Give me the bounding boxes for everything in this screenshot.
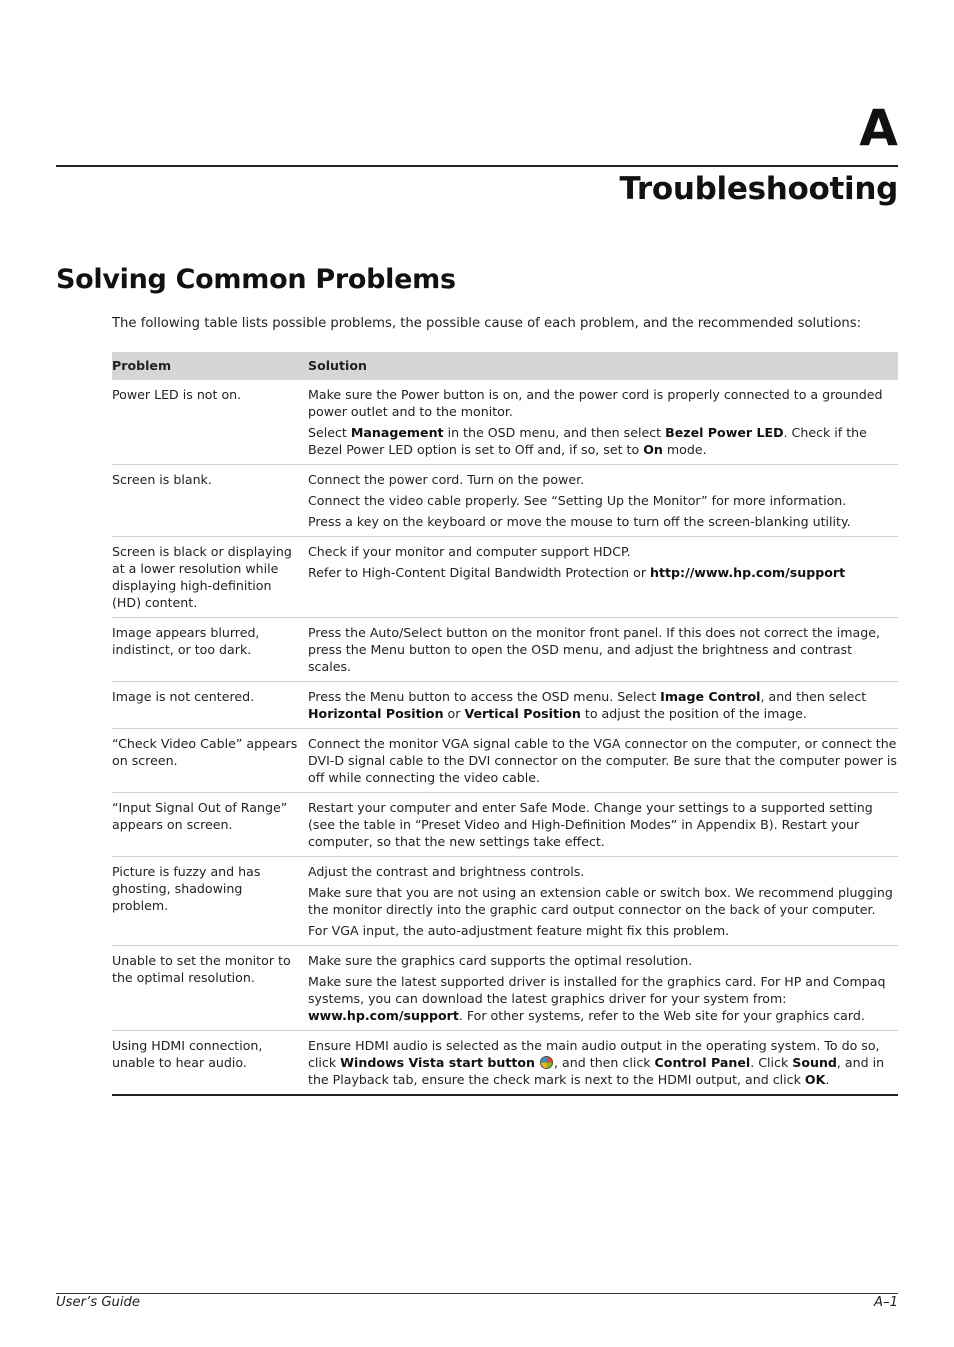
solution-paragraph xyxy=(308,688,898,722)
solution-text: , and in the Playback tab, ensure the check mark is next to the HDMI output, and click xyxy=(308,1055,885,1087)
table-body xyxy=(112,380,898,1095)
solution-paragraph xyxy=(308,922,898,939)
solution-cell xyxy=(308,857,898,946)
emphasis-text: Horizontal Position xyxy=(308,706,444,721)
chapter-letter: A xyxy=(859,99,898,157)
solution-cell xyxy=(308,682,898,729)
emphasis-text: http://www.hp.com/support xyxy=(650,565,846,580)
solution-text: , and then click xyxy=(554,1055,655,1070)
solution-text: , and then select xyxy=(760,689,867,704)
solution-text: For VGA input, the auto-adjustment feature might fix this problem. xyxy=(308,923,730,938)
solution-paragraph xyxy=(308,863,898,880)
solution-paragraph xyxy=(308,952,898,969)
problem-cell: Picture is fuzzy and has ghosting, shadowing problem. xyxy=(112,857,308,946)
solution-paragraph xyxy=(308,799,898,850)
table-row xyxy=(112,537,898,618)
problem-cell: Unable to set the monitor to the optimal resolution. xyxy=(112,946,308,1031)
solution-cell xyxy=(308,537,898,618)
table-row xyxy=(112,465,898,537)
solution-text: . Click xyxy=(750,1055,793,1070)
solution-text: Ensure HDMI audio is selected as the main audio output in the operating system. To do so, click xyxy=(308,1038,880,1070)
problem-cell: “Check Video Cable” appears on screen. xyxy=(112,729,308,793)
solution-text: Connect the monitor VGA signal cable to the VGA connector on the computer, or connect the DVI-D signal cable to the DVI connector on the computer. Be sure that the computer power is off while connecting the video cable. xyxy=(308,736,897,785)
footer-page-number: A–1 xyxy=(873,1295,898,1310)
solution-cell xyxy=(308,1031,898,1096)
solution-text: Make sure that you are not using an extension cable or switch box. We recommend plugging the monitor directly into the graphic card output connector on the back of your computer. xyxy=(308,885,893,917)
solution-cell xyxy=(308,793,898,857)
solution-paragraph xyxy=(308,543,898,560)
footer-rule xyxy=(56,1293,898,1294)
table-row xyxy=(112,1031,898,1096)
intro-paragraph: The following table lists possible problems, the possible cause of each problem, and the recommended solutions: xyxy=(112,316,862,331)
solution-paragraph xyxy=(308,735,898,786)
emphasis-text: Control Panel xyxy=(654,1055,751,1070)
problem-cell: Screen is black or displaying at a lower resolution while displaying high-definition (HD) content. xyxy=(112,537,308,618)
problem-cell: Image appears blurred, indistinct, or too dark. xyxy=(112,618,308,682)
solution-text: in the OSD menu, and then select xyxy=(443,425,666,440)
emphasis-text: Image Control xyxy=(660,689,761,704)
problem-cell: Screen is blank. xyxy=(112,465,308,537)
solution-cell xyxy=(308,380,898,465)
solution-text: mode. xyxy=(662,442,707,457)
chapter-title: Troubleshooting xyxy=(619,171,898,207)
problem-cell: Image is not centered. xyxy=(112,682,308,729)
emphasis-text: On xyxy=(643,442,663,457)
solution-text: Press a key on the keyboard or move the mouse to turn off the screen-blanking utility. xyxy=(308,514,851,529)
solution-text: Press the Menu button to access the OSD menu. Select xyxy=(308,689,661,704)
solution-text: Make sure the latest supported driver is installed for the graphics card. For HP and Compaq systems, you can download the latest graphics driver for your system from: xyxy=(308,974,886,1006)
solution-text: Refer to High-Content Digital Bandwidth Protection or xyxy=(308,565,651,580)
header-problem: Problem xyxy=(112,352,308,380)
solution-paragraph xyxy=(308,973,898,1024)
problem-cell: Power LED is not on. xyxy=(112,380,308,465)
section-title: Solving Common Problems xyxy=(56,264,456,295)
solution-paragraph xyxy=(308,492,898,509)
solution-paragraph xyxy=(308,386,898,420)
emphasis-text: Management xyxy=(350,425,444,440)
table-row xyxy=(112,857,898,946)
solution-text: Check if your monitor and computer support HDCP. xyxy=(308,544,631,559)
solution-text: Restart your computer and enter Safe Mode. Change your settings to a supported setting (see the table in “Preset Video and High-Definition Modes” in Appendix B). Restart your computer, so that the new settings take effect. xyxy=(308,800,873,849)
solution-text: Press the Auto/Select button on the monitor front panel. If this does not correct the image, press the Menu button to open the OSD menu, and adjust the brightness and contrast scales. xyxy=(308,625,881,674)
table-header-row xyxy=(112,352,898,380)
table-row xyxy=(112,380,898,465)
solution-paragraph xyxy=(308,564,898,581)
solution-cell xyxy=(308,618,898,682)
solution-text: . xyxy=(825,1072,830,1087)
emphasis-text: OK xyxy=(804,1072,826,1087)
table-row xyxy=(112,793,898,857)
solution-text xyxy=(535,1055,539,1070)
solution-text: Make sure the Power button is on, and the power cord is properly connected to a grounded power outlet and to the monitor. xyxy=(308,387,883,419)
problem-cell: Using HDMI connection, unable to hear audio. xyxy=(112,1031,308,1096)
solution-text: Adjust the contrast and brightness controls. xyxy=(308,864,585,879)
solution-paragraph xyxy=(308,624,898,675)
troubleshooting-table xyxy=(112,352,898,1096)
emphasis-text: Sound xyxy=(792,1055,837,1070)
chapter-rule xyxy=(56,165,898,167)
solution-text: . For other systems, refer to the Web site for your graphics card. xyxy=(458,1008,865,1023)
table-row xyxy=(112,946,898,1031)
emphasis-text: Bezel Power LED xyxy=(665,425,784,440)
emphasis-text: www.hp.com/support xyxy=(308,1008,459,1023)
solution-text: Connect the power cord. Turn on the power. xyxy=(308,472,585,487)
solution-text: Make sure the graphics card supports the optimal resolution. xyxy=(308,953,693,968)
solution-paragraph xyxy=(308,884,898,918)
solution-text: to adjust the position of the image. xyxy=(580,706,807,721)
header-solution: Solution xyxy=(308,352,898,380)
problem-cell: “Input Signal Out of Range” appears on screen. xyxy=(112,793,308,857)
solution-paragraph xyxy=(308,513,898,530)
windows-vista-start-icon xyxy=(540,1056,553,1069)
solution-paragraph xyxy=(308,424,898,458)
solution-text: Select xyxy=(308,425,351,440)
emphasis-text: Vertical Position xyxy=(464,706,581,721)
emphasis-text: Windows Vista start button xyxy=(340,1055,536,1070)
solution-text: . Check if the Bezel Power LED option is set to Off and, if so, set to xyxy=(308,425,867,457)
table-row xyxy=(112,682,898,729)
table-row xyxy=(112,618,898,682)
footer-doc-title: User’s Guide xyxy=(56,1295,141,1310)
solution-paragraph xyxy=(308,1037,898,1088)
solution-cell xyxy=(308,465,898,537)
solution-text: Connect the video cable properly. See “Setting Up the Monitor” for more information. xyxy=(308,493,847,508)
solution-paragraph xyxy=(308,471,898,488)
table-row xyxy=(112,729,898,793)
solution-cell xyxy=(308,946,898,1031)
solution-cell xyxy=(308,729,898,793)
solution-text: or xyxy=(443,706,465,721)
